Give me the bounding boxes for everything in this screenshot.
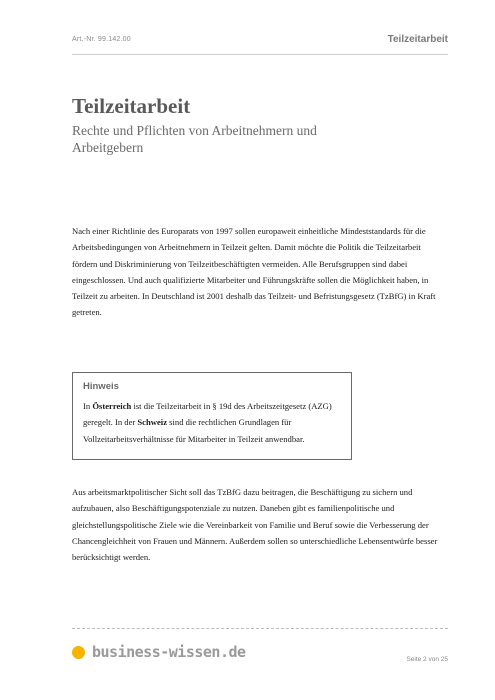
page-number: Seite 2 von 25: [406, 656, 448, 663]
logo-text: business-wissen.de: [92, 643, 246, 661]
logo-dot-icon: [72, 646, 85, 659]
note-text-part: In: [83, 401, 93, 411]
paragraph-intro: Nach einer Richtlinie des Europarats von 1997 sollen europaweit einheitliche Mindeststandards für die Arbeitsbedingungen von Arbeitnehmern in Teilzeit gelten. Damit möchte die Politik die Teilzeitarbeit fördern und Diskriminierung von Teilzeitbeschäftigten vermeiden. Alle Berufsgruppen sind dabei eingeschlossen. Und auch qualifizierte Mitarbeiter und Führungskräfte sollen die Möglichkeit haben, in Teilzeit zu arbeiten. In Deutschland ist 2001 deshalb das Teilzeit- und Befristungsgesetz (TzBfG) in Kraft getreten.: [72, 226, 436, 318]
page-header: [72, 36, 448, 50]
footer-divider: [72, 628, 448, 629]
article-number: Art.-Nr. 99.142.00: [72, 36, 131, 43]
note-country-switzerland: Schweiz: [137, 417, 168, 428]
note-title: Hinweis: [83, 381, 119, 392]
note-text: [83, 398, 341, 447]
brand-logo: [72, 643, 246, 661]
document-subtitle: Rechte und Pflichten von Arbeitnehmern und Arbeitgebern: [72, 123, 317, 155]
header-divider: [72, 54, 448, 55]
paragraph-goals: Aus arbeitsmarktpolitischer Sicht soll das TzBfG dazu beitragen, die Beschäftigung zu sichern und aufzubauen, also Beschäftigungspotenziale zu nutzen. Daneben gibt es familienpolitische und gleichstellungspolitische Ziele wie die Vereinbarkeit von Familie und Beruf sowie die Verbesserung der Chancengleichheit von Frauen und Männern. Außerdem sollen so unterschiedliche Lebensentwürfe besser berücksichtigt werden.: [72, 487, 438, 563]
note-country-austria: Österreich: [92, 401, 132, 411]
header-title: Teilzeitarbeit: [387, 34, 448, 45]
note-text-part: sind die rechtlichen Grundlagen für Vollzeitarbeitsverhältnisse für Mitarbeiter in Teilzeit anwendbar.: [83, 417, 305, 444]
note-box: [72, 372, 352, 460]
document-title: Teilzeitarbeit: [72, 94, 191, 118]
note-text-part: ist die Teilzeitarbeit in § 19d des Arbeitszeitgesetz (AZG) geregelt. In der: [83, 401, 332, 428]
